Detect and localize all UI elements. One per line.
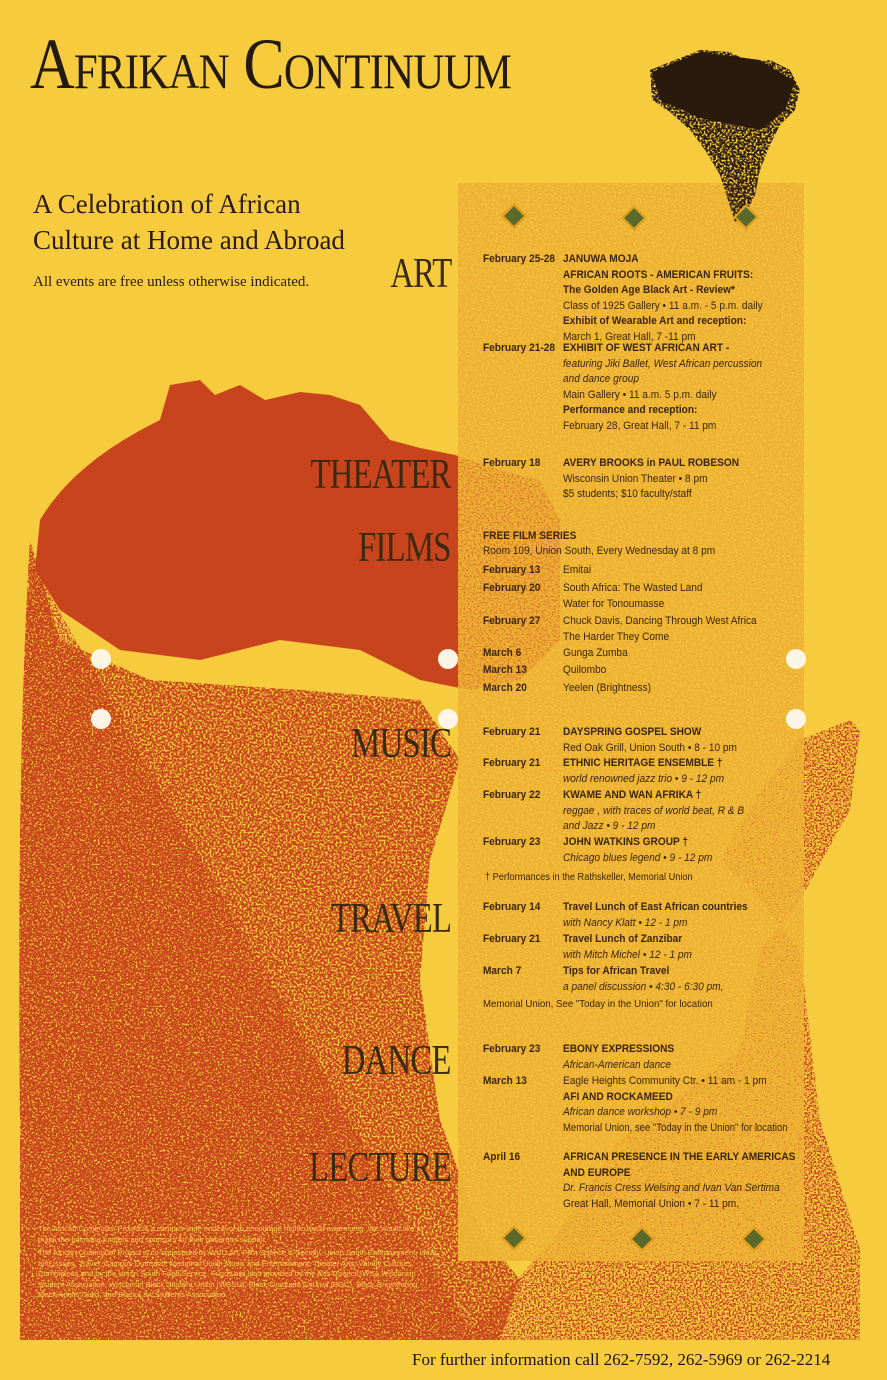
event-details (563, 614, 757, 645)
poster-subtitle (33, 186, 373, 258)
event-line: Gunga Zumba (563, 647, 628, 659)
music-note: † Performances in the Rathskeller, Memorial Union (485, 872, 693, 883)
event-details (563, 341, 762, 434)
event-details (563, 252, 763, 345)
fine-print-paragraph: The African Continuum Project is co-sponsored by WUD Art, Film Science & Society, Union South Entertainment, Ideas and Issues, Travel, Campus Outreach, Memorial Union Music and Entertainment, Theater Arts, Varsity Cultures Committees and by the Union South Food Service. Funds are also provided by the Arts Council, WSA Wisconsin Student Association, Wisconsin Black Student Union (WBSU), Black Graduate Council (BGC), Black Engineering, Black Artists Guild, and Black Law Students Association. (38, 1248, 438, 1299)
subtitle-line-2: Culture at Home and Abroad (33, 225, 345, 255)
event-details (563, 1150, 795, 1212)
event-date: February 22 (483, 789, 541, 801)
event-line: EXHIBIT OF WEST AFRICAN ART - (563, 342, 730, 354)
subtitle-line-1: A Celebration of African (33, 189, 301, 219)
sponsors-fine-print (38, 1224, 438, 1304)
fine-print-paragraph: The African Continuum Project is a campus-wide endeavor to encourage multicultural awareness. We would like to thank the following funders and sponsors for their generous support. (38, 1224, 423, 1244)
event-line: March 1, Great Hall, 7 -11 pm (563, 330, 696, 343)
event-date: March 20 (483, 682, 527, 694)
event-date: February 14 (483, 901, 541, 913)
event-line: African-American dance (563, 1058, 671, 1071)
event-line: $5 students; $10 faculty/staff (563, 488, 692, 500)
event-line: Wisconsin Union Theater • 8 pm (563, 472, 708, 485)
event-line: AND EUROPE (563, 1166, 631, 1179)
event-date: February 23 (483, 1043, 541, 1055)
event-line: with Nancy Klatt • 12 - 1 pm (563, 916, 688, 929)
event-line: Chuck Davis, Dancing Through West Africa (563, 615, 757, 627)
event-details (563, 835, 712, 866)
event-details (563, 788, 744, 835)
event-line: Exhibit of Wearable Art and reception: (563, 315, 747, 327)
event-line: Emitai (563, 564, 592, 576)
event-line: African dance workshop • 7 - 9 pm (563, 1106, 718, 1118)
event-line: JANUWA MOJA (563, 253, 639, 265)
event-line: AVERY BROOKS in PAUL ROBESON (563, 457, 740, 469)
event-line: Main Gallery • 11 a.m. 5 p.m. daily (563, 388, 717, 401)
event-details (563, 646, 628, 662)
category-art: ART (389, 251, 451, 297)
event-line: Chicago blues legend • 9 - 12 pm (563, 851, 713, 864)
punch-hole (786, 709, 806, 729)
event-line: with Mitch Michel • 12 - 1 pm (563, 948, 692, 961)
event-line: Water for Tonoumasse (563, 597, 665, 610)
event-date: February 21 (483, 757, 541, 769)
event-date: April 16 (483, 1151, 521, 1163)
event-line: Class of 1925 Gallery • 11 a.m. - 5 p.m. daily (563, 299, 763, 312)
contact-footer: For further information call 262-7592, 262-5969 or 262-2214 (412, 1350, 831, 1369)
event-line: The Golden Age Black Art - Review* (563, 284, 735, 296)
event-line: DAYSPRING GOSPEL SHOW (563, 726, 702, 738)
event-date: February 21 (483, 726, 541, 738)
event-line: reggae , with traces of world beat, R & B (563, 804, 745, 817)
event-details (563, 563, 591, 579)
event-details (563, 681, 651, 697)
category-music: MUSIC (351, 721, 451, 767)
event-date: February 21 (483, 933, 541, 945)
event-details (563, 1042, 674, 1073)
event-line: Memorial Union, see "Today in the Union" for location (563, 1121, 788, 1134)
event-details (563, 900, 748, 931)
event-line: Red Oak Grill, Union South • 8 - 10 pm (563, 741, 737, 754)
event-date: February 13 (483, 564, 541, 576)
event-line: South Africa: The Wasted Land (563, 582, 703, 594)
punch-hole (786, 649, 806, 669)
event-line: KWAME AND WAN AFRIKA † (563, 789, 702, 801)
event-date: February 27 (483, 615, 541, 627)
poster-title: Afrikan Continuum (30, 24, 512, 104)
event-line: Yeelen (Brightness) (563, 682, 651, 694)
event-details (563, 663, 606, 679)
event-line: world renowned jazz trio • 9 - 12 pm (563, 772, 725, 785)
punch-hole (438, 649, 458, 669)
event-date: February 20 (483, 582, 541, 594)
travel-note: Memorial Union, See "Today in the Union" for location (483, 998, 713, 1010)
category-films: FILMS (358, 525, 451, 571)
event-date: February 21-28 (483, 342, 556, 354)
event-line: Great Hall, Memorial Union • 7 - 11 pm, (563, 1197, 740, 1210)
event-line: Travel Lunch of Zanzibar (563, 933, 683, 945)
event-line: The Harder They Come (563, 630, 670, 643)
category-lecture: LECTURE (309, 1145, 451, 1191)
films-header: FREE FILM SERIES (483, 530, 577, 542)
event-line: ETHNIC HERITAGE ENSEMBLE † (563, 757, 723, 769)
event-line: Quilombo (563, 664, 607, 676)
event-line: AFRICAN ROOTS - AMERICAN FRUITS: (563, 268, 754, 281)
event-line: Travel Lunch of East African countries (563, 901, 748, 913)
event-line: February 28, Great Hall, 7 - 11 pm (563, 419, 717, 432)
event-details (563, 1074, 802, 1136)
category-theater: THEATER (310, 452, 451, 498)
event-line: featuring Jiki Ballet, West African percussion (563, 357, 763, 370)
event-date: February 18 (483, 457, 541, 469)
event-date: March 13 (483, 1075, 527, 1087)
event-date: March 13 (483, 664, 527, 676)
event-line: Tips for African Travel (563, 965, 670, 977)
event-details (563, 581, 703, 612)
category-travel: TRAVEL (330, 896, 451, 942)
event-line: and Jazz • 9 - 12 pm (563, 820, 656, 832)
films-location: Room 109, Union South, Every Wednesday at 8 pm (483, 545, 716, 557)
event-date: March 7 (483, 965, 522, 977)
event-line: JOHN WATKINS GROUP † (563, 836, 689, 848)
event-line: AFRICAN PRESENCE IN THE EARLY AMERICAS (563, 1151, 796, 1163)
punch-hole (91, 709, 111, 729)
event-details (563, 456, 739, 503)
category-dance: DANCE (342, 1038, 451, 1084)
event-line: Eagle Heights Community Ctr. • 11 am - 1 pm (563, 1075, 767, 1087)
event-line: a panel discussion • 4:30 - 6:30 pm, (563, 980, 724, 993)
punch-hole (91, 649, 111, 669)
event-line: and dance group (563, 373, 639, 385)
event-line: Dr. Francis Cress Welsing and Ivan Van Sertima (563, 1182, 780, 1194)
event-details (563, 964, 723, 995)
event-line: EBONY EXPRESSIONS (563, 1043, 675, 1055)
event-details (563, 932, 692, 963)
free-events-note: All events are free unless otherwise indicated. (33, 274, 310, 290)
event-details (563, 756, 724, 787)
event-details (563, 725, 737, 756)
event-line: Performance and reception: (563, 404, 698, 416)
event-date: February 25-28 (483, 253, 556, 265)
event-line: AFI AND ROCKAMEED (563, 1090, 673, 1103)
event-date: March 6 (483, 647, 522, 659)
event-date: February 23 (483, 836, 541, 848)
